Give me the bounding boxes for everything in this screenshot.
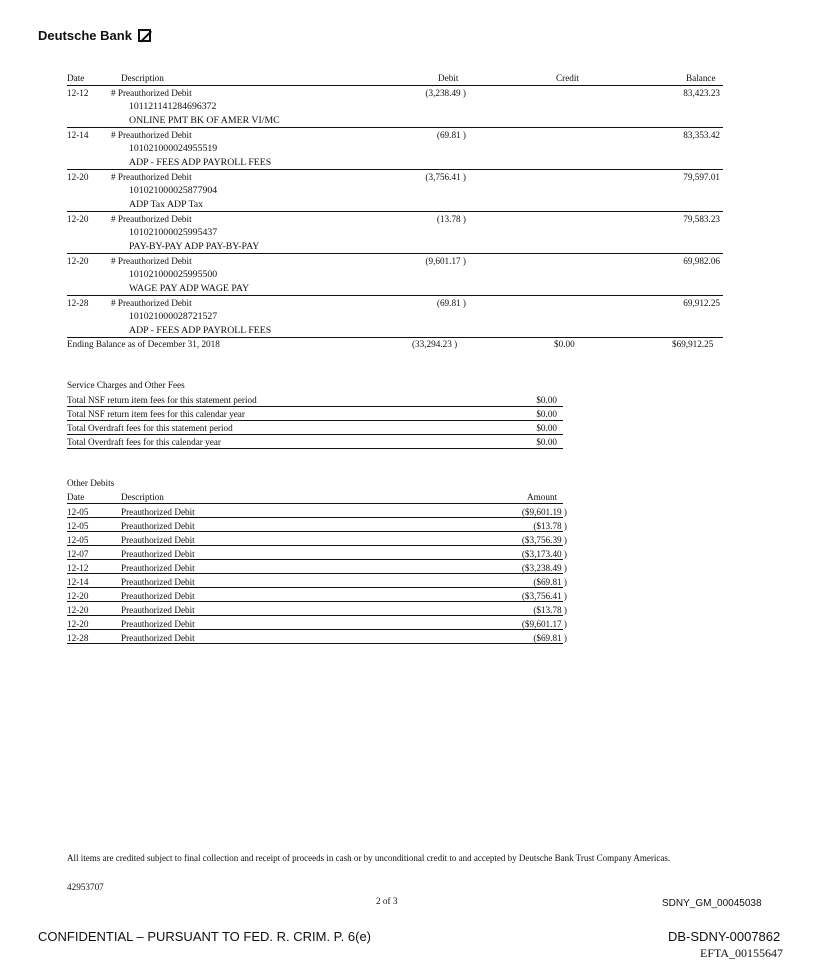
other-debit-date: 12-20 (67, 605, 89, 615)
transaction-balance: 69,982.06 (683, 256, 720, 266)
other-debit-description: Preauthorized Debit (121, 563, 195, 573)
transaction-type: # Preauthorized Debit (111, 298, 192, 308)
transaction-date: 12-14 (67, 130, 89, 140)
other-debit-amount: ($3,238.49 ) (521, 563, 567, 573)
service-charge-label: Total NSF return item fees for this calendar year (67, 409, 245, 419)
other-debit-description: Preauthorized Debit (121, 521, 195, 531)
service-charge-divider (67, 420, 563, 421)
transaction-memo: WAGE PAY ADP WAGE PAY (129, 283, 250, 294)
transaction-debit: (13.78 ) (436, 214, 466, 224)
service-charge-amount: $0.00 (536, 395, 557, 405)
transaction-reference: 101121141284696372 (129, 101, 217, 112)
transaction-balance: 69,912.25 (683, 298, 720, 308)
service-charge-divider (67, 434, 563, 435)
footer-disclaimer: All items are credited subject to final collection and receipt of proceeds in cash or by unconditional credit to and accepted by Deutsche Bank Trust Company Americas. (67, 853, 671, 863)
transaction-balance: 79,583.23 (683, 214, 720, 224)
service-charge-amount: $0.00 (536, 423, 557, 433)
other-debit-divider (67, 531, 563, 532)
other-debit-description: Preauthorized Debit (121, 619, 195, 629)
other-debits-title: Other Debits (67, 478, 115, 488)
other-debit-amount: ($13.78 ) (533, 521, 567, 531)
service-charge-label: Total Overdraft fees for this statement period (67, 423, 233, 433)
transaction-debit: (3,238.49 ) (425, 88, 466, 98)
transaction-type: # Preauthorized Debit (111, 130, 192, 140)
transaction-type: # Preauthorized Debit (111, 214, 192, 224)
col-header-debit: Debit (438, 73, 459, 83)
transaction-reference: 101021000025995437 (129, 227, 218, 238)
transaction-type: # Preauthorized Debit (111, 256, 192, 266)
other-debit-amount: ($69.81 ) (533, 577, 567, 587)
transaction-date: 12-28 (67, 298, 89, 308)
transaction-date: 12-12 (67, 88, 89, 98)
row-divider (67, 169, 723, 170)
other-debits-header-date: Date (67, 492, 85, 502)
col-header-balance: Balance (686, 73, 716, 83)
other-debit-divider (67, 615, 563, 616)
account-code: 42953707 (67, 882, 104, 892)
row-divider (67, 337, 723, 338)
ending-balance-amount: $69,912.25 (672, 339, 714, 349)
row-divider (67, 211, 723, 212)
other-debit-divider (67, 573, 563, 574)
transaction-reference: 101021000025995500 (129, 269, 218, 280)
transaction-date: 12-20 (67, 214, 89, 224)
bates-number-db: DB-SDNY-0007862 (668, 929, 781, 944)
transaction-reference: 101021000025877904 (129, 185, 218, 196)
transaction-balance: 83,353.42 (683, 130, 720, 140)
transaction-debit: (69.81 ) (436, 130, 466, 140)
other-debit-divider (67, 643, 563, 644)
transaction-balance: 83,423.23 (683, 88, 720, 98)
other-debit-amount: ($3,756.39 ) (521, 535, 567, 545)
transaction-debit: (3,756.41 ) (425, 172, 466, 182)
row-divider (67, 253, 723, 254)
service-charge-divider (67, 448, 563, 449)
other-debit-amount: ($9,601.19 ) (521, 507, 567, 517)
other-debit-divider (67, 601, 563, 602)
other-debits-header-description: Description (121, 492, 164, 502)
other-debit-divider (67, 545, 563, 546)
other-debit-date: 12-12 (67, 563, 89, 573)
other-debit-date: 12-05 (67, 535, 89, 545)
other-debit-date: 12-05 (67, 521, 89, 531)
other-debit-description: Preauthorized Debit (121, 605, 195, 615)
other-debit-description: Preauthorized Debit (121, 549, 195, 559)
bates-number-efta: EFTA_00155647 (700, 946, 784, 960)
transaction-debit: (69.81 ) (436, 298, 466, 308)
other-debit-amount: ($3,173.40 ) (521, 549, 567, 559)
transaction-reference: 101021000028721527 (129, 311, 218, 322)
service-charge-label: Total Overdraft fees for this calendar year (67, 437, 221, 447)
ending-balance-credit: $0.00 (554, 339, 575, 349)
transaction-date: 12-20 (67, 172, 89, 182)
other-debit-description: Preauthorized Debit (121, 633, 195, 643)
other-debit-date: 12-07 (67, 549, 89, 559)
ending-balance-label: Ending Balance as of December 31, 2018 (67, 339, 220, 349)
service-charge-divider (67, 406, 563, 407)
ending-balance-debit: (33,294.23 ) (412, 339, 458, 349)
page-number: 2 of 3 (376, 896, 398, 906)
other-debit-divider (67, 517, 563, 518)
other-debits-header-amount: Amount (527, 492, 558, 502)
col-header-date: Date (67, 73, 85, 83)
service-charge-amount: $0.00 (536, 409, 557, 419)
transaction-type: # Preauthorized Debit (111, 172, 192, 182)
other-debit-amount: ($3,756.41 ) (521, 591, 567, 601)
service-charge-label: Total NSF return item fees for this statement period (67, 395, 257, 405)
other-debit-date: 12-05 (67, 507, 89, 517)
service-charges-title: Service Charges and Other Fees (67, 380, 185, 390)
other-debit-divider (67, 629, 563, 630)
other-debit-divider (67, 587, 563, 588)
deutsche-bank-logo-icon (138, 29, 151, 42)
col-header-description: Description (121, 73, 164, 83)
other-debit-description: Preauthorized Debit (121, 591, 195, 601)
transaction-balance: 79,597.01 (683, 172, 720, 182)
other-debit-date: 12-14 (67, 577, 89, 587)
other-debit-date: 12-28 (67, 633, 89, 643)
other-debit-amount: ($69.81 ) (533, 633, 567, 643)
other-debit-date: 12-20 (67, 591, 89, 601)
brand-name: Deutsche Bank (38, 28, 132, 43)
row-divider (67, 127, 723, 128)
other-debit-amount: ($9,601.17 ) (521, 619, 567, 629)
transaction-memo: ONLINE PMT BK OF AMER VI/MC (129, 115, 280, 126)
other-debit-date: 12-20 (67, 619, 89, 629)
header-divider (67, 85, 723, 86)
transaction-memo: PAY-BY-PAY ADP PAY-BY-PAY (129, 241, 260, 252)
other-debit-divider (67, 559, 563, 560)
transaction-date: 12-20 (67, 256, 89, 266)
service-charge-amount: $0.00 (536, 437, 557, 447)
transaction-type: # Preauthorized Debit (111, 88, 192, 98)
other-debit-amount: ($13.78 ) (533, 605, 567, 615)
row-divider (67, 295, 723, 296)
other-debit-description: Preauthorized Debit (121, 535, 195, 545)
transaction-memo: ADP - FEES ADP PAYROLL FEES (129, 157, 272, 168)
col-header-credit: Credit (556, 73, 579, 83)
other-debits-header-divider (67, 503, 563, 504)
transaction-memo: ADP Tax ADP Tax (129, 199, 204, 210)
transaction-memo: ADP - FEES ADP PAYROLL FEES (129, 325, 272, 336)
confidential-notice: CONFIDENTIAL – PURSUANT TO FED. R. CRIM. P. 6(e) (38, 929, 372, 944)
transaction-reference: 101021000024955519 (129, 143, 218, 154)
bank-brand (38, 28, 151, 43)
transaction-debit: (9,601.17 ) (425, 256, 466, 266)
other-debit-description: Preauthorized Debit (121, 577, 195, 587)
other-debit-description: Preauthorized Debit (121, 507, 195, 517)
bates-number-gm: SDNY_GM_00045038 (662, 898, 762, 909)
